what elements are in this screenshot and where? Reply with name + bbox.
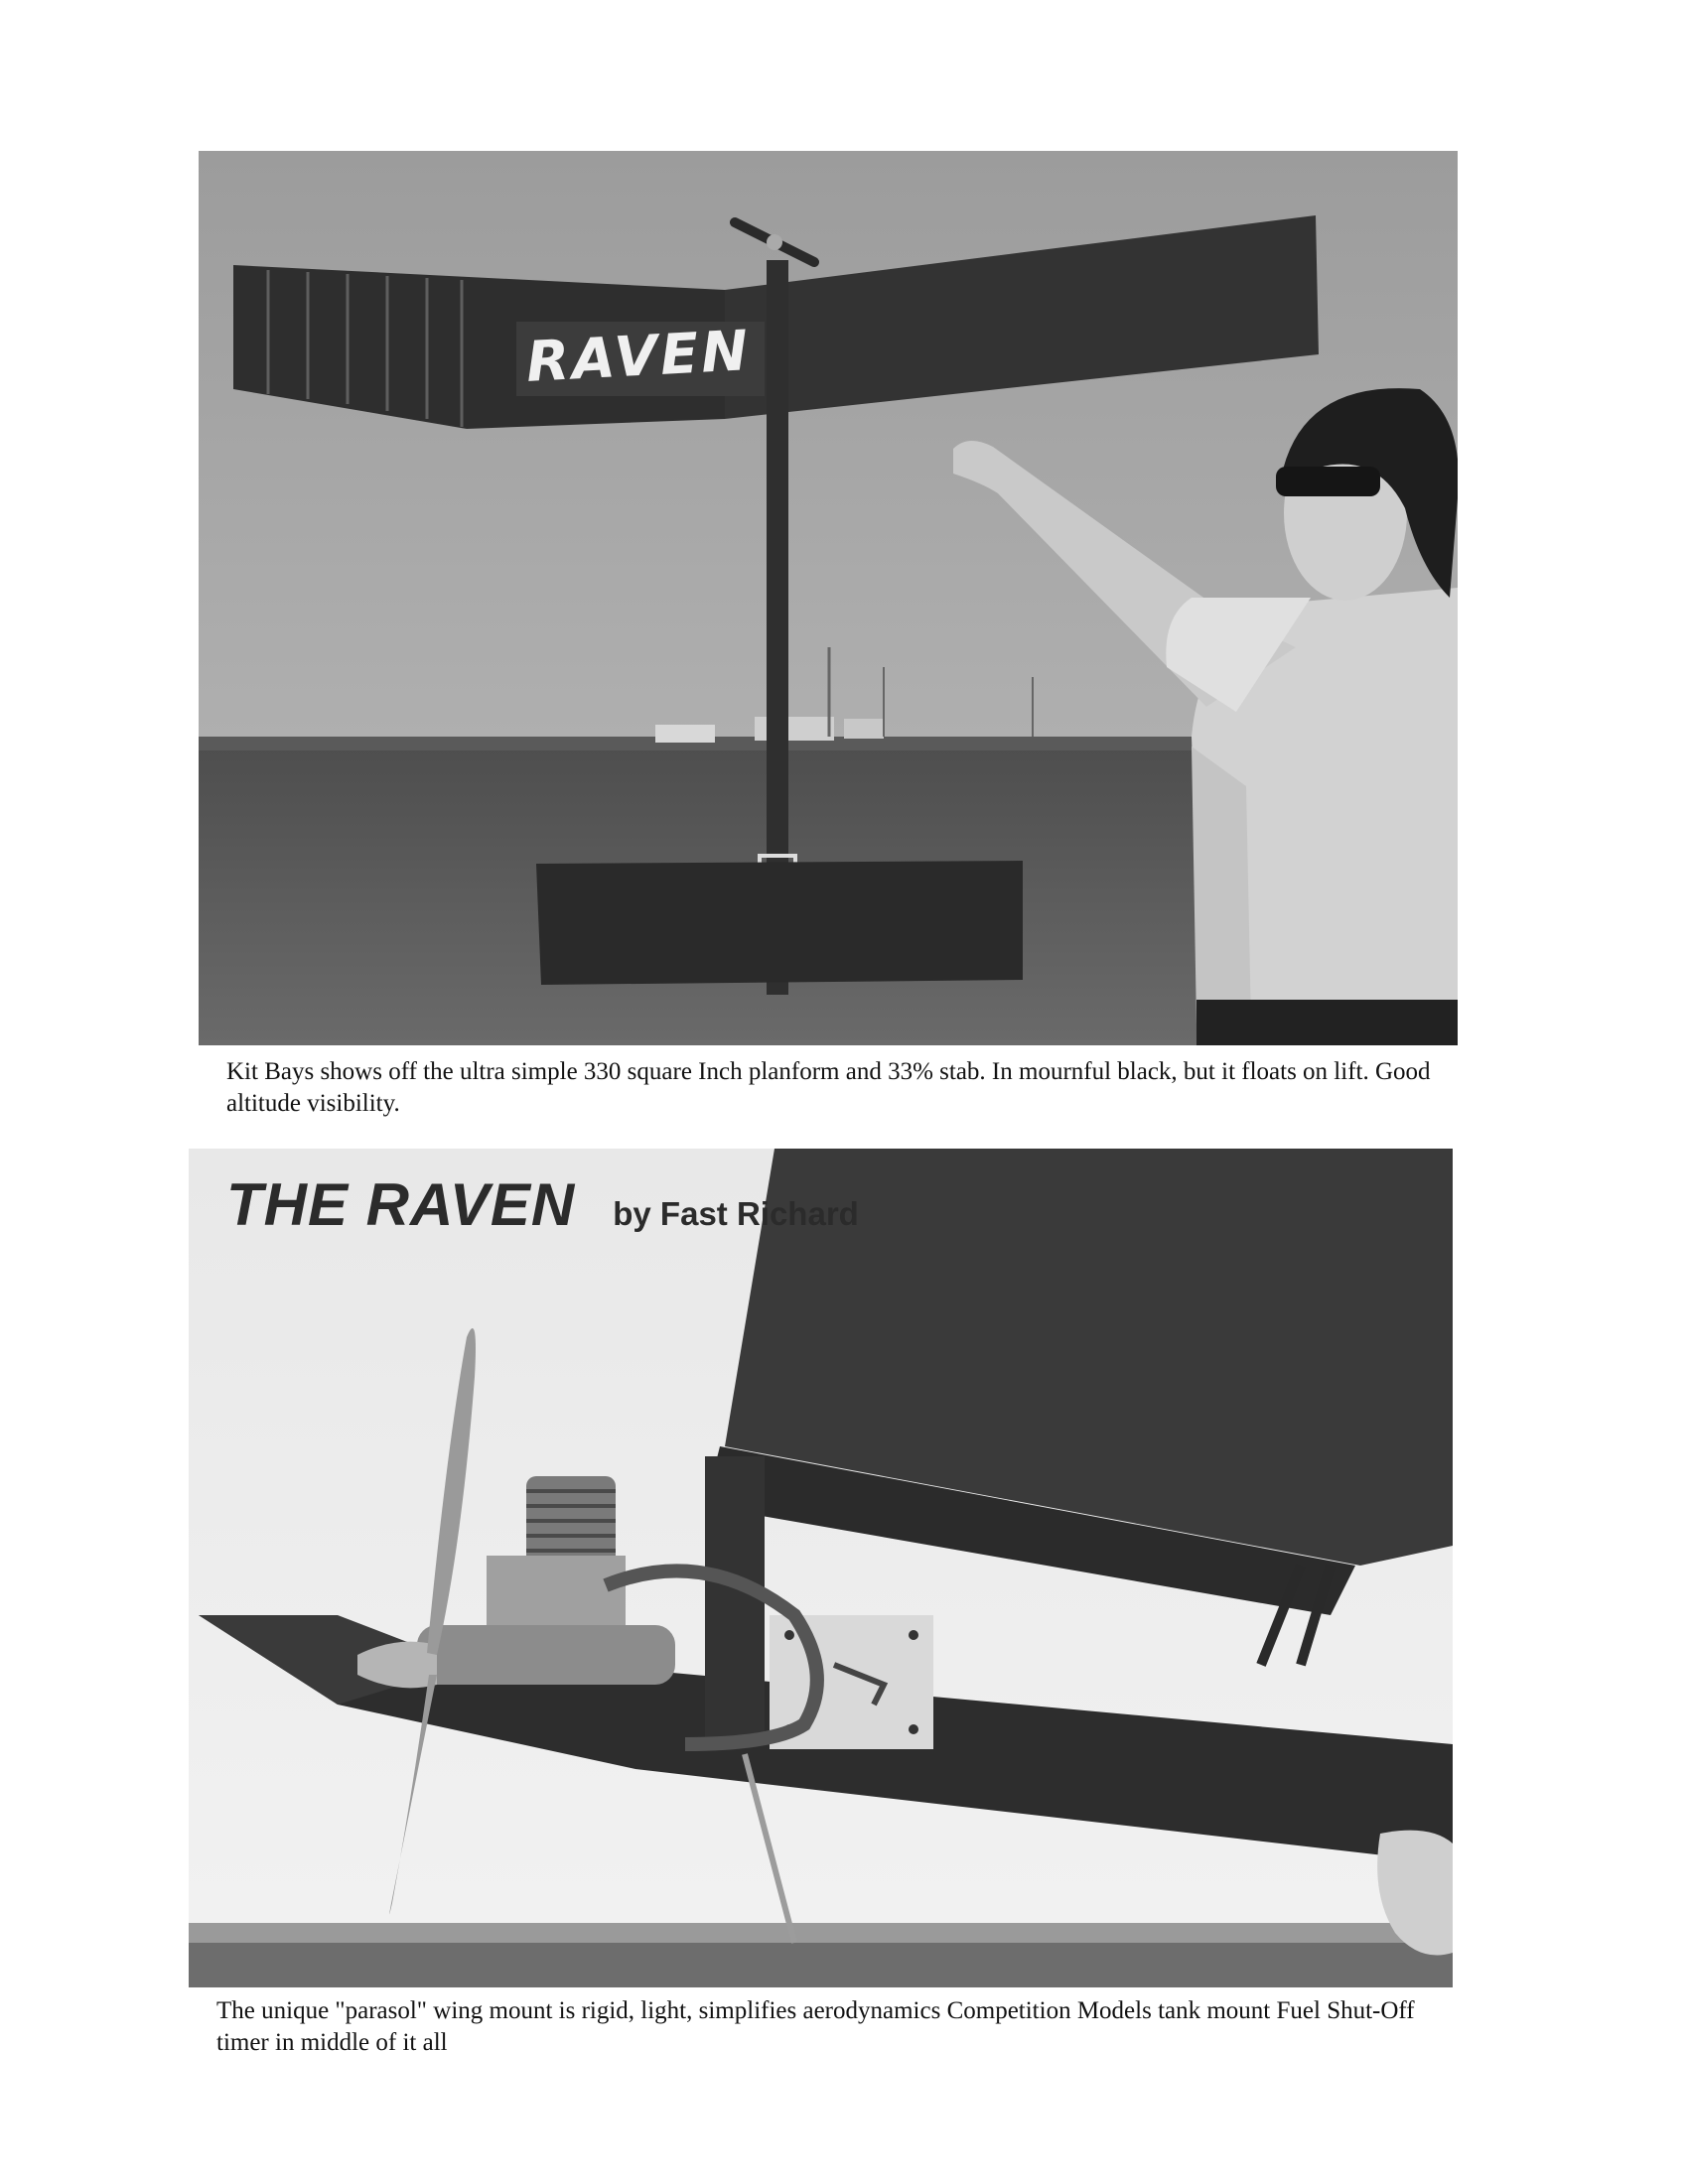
- photo-raven-engine-closeup: [189, 1149, 1453, 1987]
- wing-lettering: RAVEN: [524, 319, 753, 395]
- article-title: THE RAVEN: [226, 1171, 576, 1238]
- article-byline: by Fast Richard: [613, 1195, 859, 1232]
- photo-1-caption: Kit Bays shows off the ultra simple 330 square Inch planform and 33% stab. In mournful black, but it floats on lift. Good altitude visibility.: [226, 1058, 1431, 1117]
- photo-2-illustration: [189, 1149, 1453, 1987]
- photo-1-illustration: [199, 151, 1458, 1045]
- article-headline: [226, 1170, 859, 1239]
- photo-2-caption: The unique "parasol" wing mount is rigid, light, simplifies aerodynamics Competition Models tank mount Fuel Shut-Off timer in middle of it all: [216, 1997, 1415, 2056]
- photo-kit-bays-with-raven: [199, 151, 1458, 1045]
